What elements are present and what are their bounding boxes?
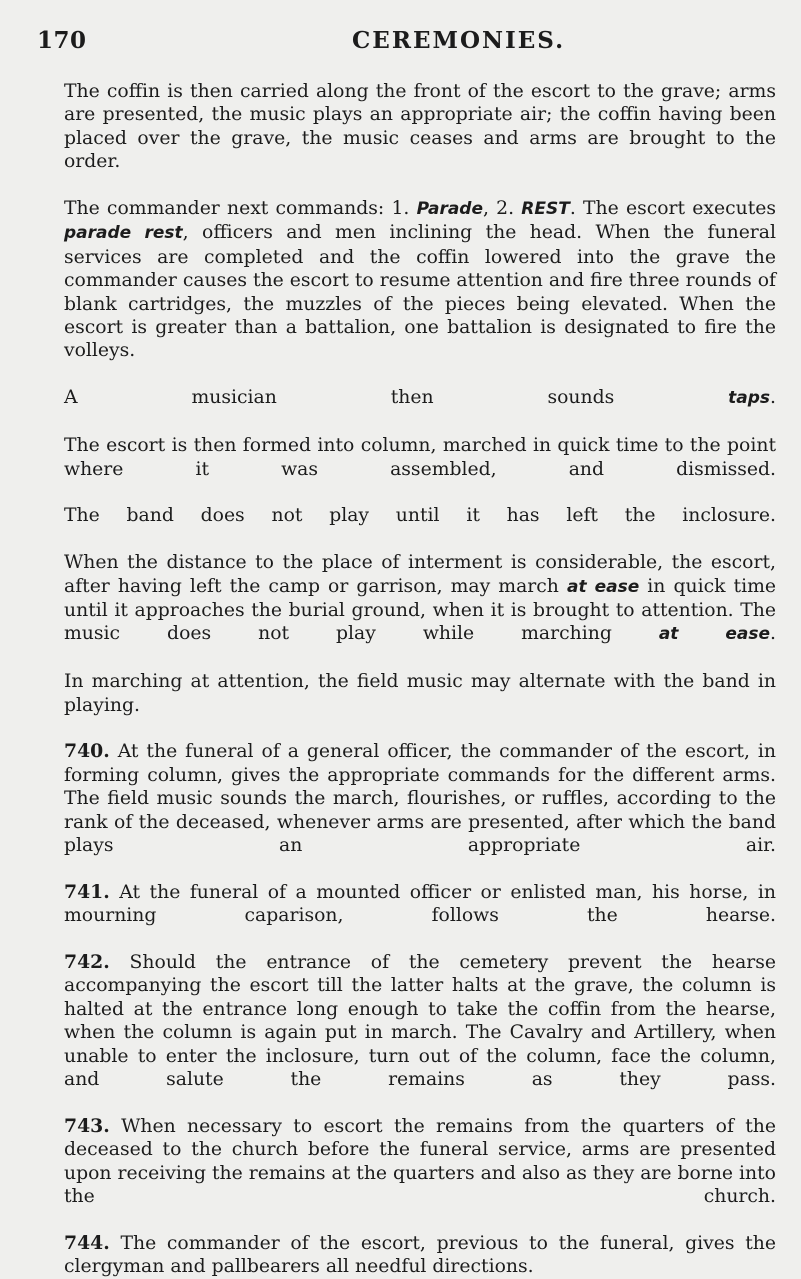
command-word: REST bbox=[521, 199, 570, 220]
paragraph-740: 740. At the funeral of a general officer, the commander of the escort, in forming column, gives the appropriate commands for the different arms. The field music sounds the march, flourishes, or ruffles, according to the rank of the deceased, whenever arms are presented, after which the band plays an appropriate air. bbox=[64, 740, 776, 856]
paragraph-743: 743. When necessary to escort the remains from the quarters of the deceased to the church before the funeral service, arms are presented upon receiving the remains at the quarters and also as they are borne into the church. bbox=[64, 1114, 776, 1208]
section-number: 741. bbox=[64, 880, 110, 903]
paragraph-744: 744. The commander of the escort, previous to the funeral, gives the clergyman and pallbearers all needful directions. bbox=[64, 1231, 776, 1278]
section-number: 744. bbox=[64, 1231, 110, 1254]
command-word: at ease bbox=[566, 576, 640, 597]
paragraph: A musician then sounds taps. bbox=[64, 387, 776, 409]
section-number: 743. bbox=[64, 1114, 110, 1137]
paragraph: The coffin is then carried along the front of the escort to the grave; arms are presented, the music plays an appropriate air; the coffin having been placed over the grave, the music ceases and arms are brought to the order. bbox=[64, 81, 776, 173]
command-word: parade rest bbox=[64, 223, 183, 244]
paragraph: In marching at attention, the field music may alternate with the band in playing. bbox=[64, 671, 776, 716]
page-number: 170 bbox=[37, 27, 87, 54]
paragraph: When the distance to the place of interment is considerable, the escort, after having left the camp or garrison, may march at ease in quick time until it approaches the burial ground, when it is brought to attention. The music does not play while marching at ease. bbox=[64, 552, 777, 645]
running-head: CEREMONIES. bbox=[352, 27, 566, 54]
paragraph: The band does not play until it has left the inclosure. bbox=[64, 505, 776, 527]
command-word: taps bbox=[728, 388, 771, 409]
body-text bbox=[64, 80, 776, 1279]
paragraph: The commander next commands: 1. Parade, 2. REST. The escort executes parade rest, officers and men inclining the head. When the funeral services are completed and the coffin lowered into the grave the commander causes the escort to resume attention and fire three rounds of blank cartridges, the muzzles of the pieces being elevated. When the escort is greater than a battalion, one battalion is designated to fire the volleys. bbox=[64, 198, 776, 362]
paragraph: The escort is then formed into column, marched in quick time to the point where it was assembled, and dismissed. bbox=[64, 435, 776, 480]
section-number: 742. bbox=[64, 951, 110, 974]
page-header bbox=[37, 27, 801, 59]
section-number: 740. bbox=[64, 740, 110, 763]
paragraph-741: 741. At the funeral of a mounted officer or enlisted man, his horse, in mourning caparison, follows the hearse. bbox=[64, 880, 776, 927]
command-word: Parade bbox=[416, 199, 483, 220]
paragraph-742: 742. Should the entrance of the cemetery prevent the hearse accompanying the escort till the latter halts at the grave, the column is halted at the entrance long enough to take the coffin from the hearse, when the column is again put in march. The Cavalry and Artillery, when unable to enter the inclosure, turn out of the column, face the column, and salute the remains as they pass. bbox=[64, 951, 776, 1091]
command-word: at ease bbox=[658, 624, 771, 645]
